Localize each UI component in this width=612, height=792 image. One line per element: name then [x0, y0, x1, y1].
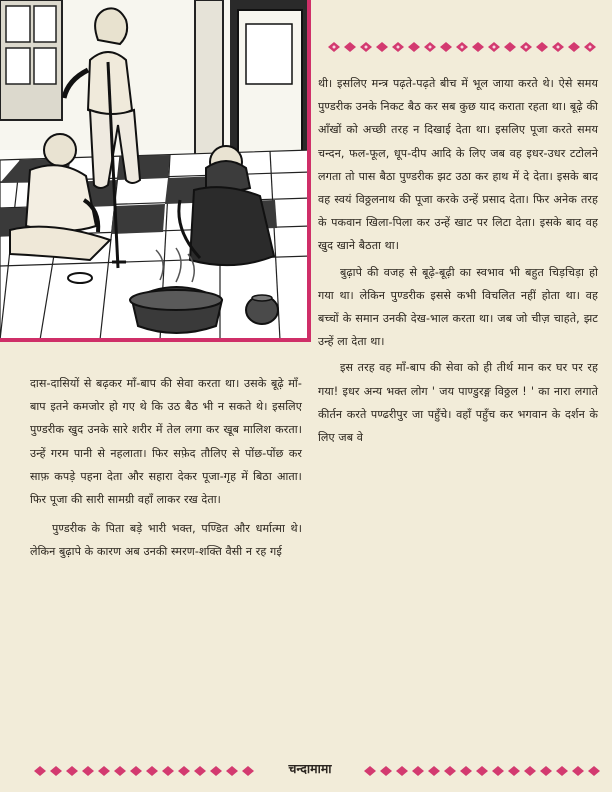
- story-illustration: [0, 0, 311, 340]
- paragraph: दास-दासियों से बढ़कर माँ-बाप की सेवा करता था। उसके बूढ़े माँ-बाप इतने कमजोर हो गए थे कि उठ बैठ भी न सकते थे। इसलिए पुण्डरीक खुद उनके सारे शरीर में तेल लगा कर खूब मालिश करता। उन्हें गरम पानी से नहलाता। फिर सफ़ेद तौलिए से पोंछ-पोंछ कर साफ़ कपड़े पहना देता और सहारा देकर पूजा-गृह में बिठा आता। फिर पूजा की सारी सामग्री वहाँ लाकर रख देता।: [30, 377, 302, 507]
- paragraph: थी। इसलिए मन्त्र पढ़ते-पढ़ते बीच में भूल जाया करते थे। ऐसे समय पुण्डरीक उनके निकट बैठ कर सब कुछ याद कराता रहता था। बूढ़े की आँखों को अच्छी तरह न दिखाई देता था। इसलिए पूजा करते समय चन्दन, फल-फूल, धूप-दीप आदि के लिए जब वह इधर-उधर टटोलने लगता तो पास बैठा पुण्डरीक झट उठा कर हाथ में दे देता। इसके बाद वह स्वयं विठ्ठलनाथ की पूजा करके उन्हें प्रसाद देता। फिर अनेक तरह के पकवान खिला-पिला कर उन्हें खाट पर लिटा देता। इसके बाद वह खुद खाने बैठता था।: [318, 77, 598, 253]
- footer-ornament-right: [360, 764, 600, 778]
- magazine-title: चन्दामामा: [288, 761, 332, 776]
- paragraph: बुढ़ापे की वजह से बूढ़े-बूढ़ी का स्वभाव भी बहुत चिड़चिड़ा हो गया था। लेकिन पुण्डरीक इससे कभी विचलित नहीं होता था। वह बच्चों के समान उनकी देख-भाल करता था। जब जो चीज़ चाहते, झट उन्हें ला देता था।: [318, 265, 598, 349]
- page-footer: [0, 760, 612, 792]
- paragraph: पुण्डरीक के पिता बड़े भारी भक्त, पण्डित और धर्मात्मा थे। लेकिन बुढ़ापे के कारण अब उनकी स्मरण-शक्ति वैसी न रह गई: [30, 522, 302, 559]
- left-text-column: [30, 372, 302, 564]
- paragraph: इस तरह वह माँ-बाप की सेवा को ही तीर्थ मान कर घर पर रह गया! इधर अन्य भक्त लोग ' जय पाण्डुरङ्ग विठ्ठल ! ' का नारा लगाते कीर्तन करते पण्ढरीपुर जा पहुँचे। वहाँ पहुँच कर भगवान के दर्शन के लिए जब वे: [318, 361, 598, 445]
- top-ornament-border: [322, 40, 602, 54]
- right-text-column: [318, 72, 598, 449]
- footer-ornament-left: [30, 764, 258, 778]
